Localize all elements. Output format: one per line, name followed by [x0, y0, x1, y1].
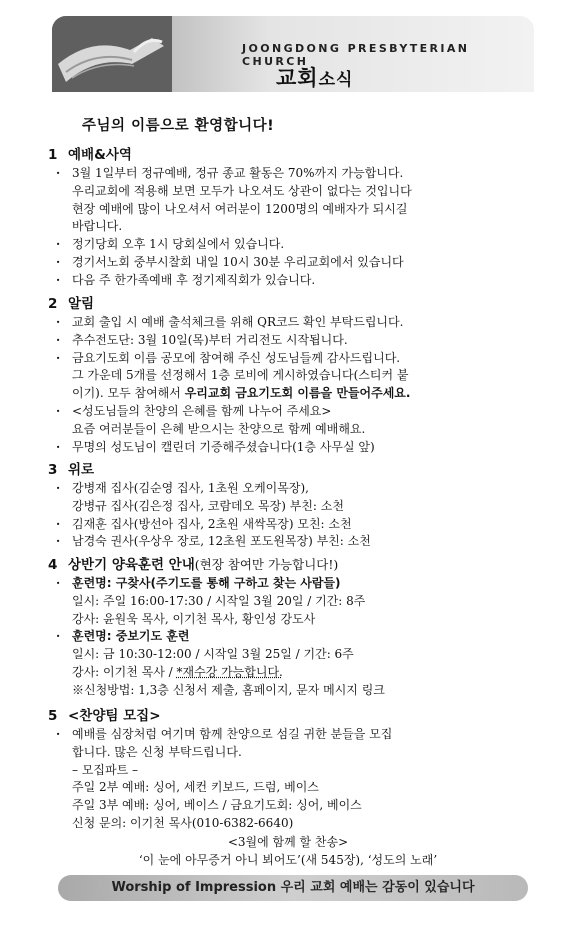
list-item: · 교회 출입 시 예배 출석체크를 위해 QR코드 확인 부탁드립니다.: [48, 314, 528, 332]
list-item: ※신청방법: 1,3층 신청서 제출, 홈페이지, 문자 메시지 링크: [72, 682, 385, 697]
church-name: JOONGDONG PRESBYTERIAN CHURCH: [242, 42, 470, 68]
bulletin-title: 교회소식: [276, 66, 354, 90]
list-item: 주일 2부 예배: 싱어, 세컨 키보드, 드럼, 베이스: [72, 780, 319, 795]
list-item: 현장 예배에 많이 나오셔서 여러분이 1200명의 예배자가 되시길: [72, 201, 408, 216]
list-item: · 강병재 집사(김순영 집사, 1초원 오케이목장),: [48, 480, 528, 498]
list-item: · 김재훈 집사(방선아 집사, 2초원 새싹목장) 모친: 소천: [48, 516, 528, 534]
list-item: 주일 3부 예배: 싱어, 베이스 / 금요기도회: 싱어, 베이스: [72, 798, 362, 813]
list-item: · 훈련명: 구찾사(주기도를 통해 구하고 찾는 사람들): [48, 575, 528, 593]
list-item: · 남경숙 권사(우상우 장로, 12초원 포도원목장) 부친: 소천: [48, 533, 528, 551]
hymn-list: ‘이 눈에 아무증거 아니 뵈어도’(새 545장), ‘성도의 노래’: [138, 852, 438, 867]
list-item: 바랍니다.: [72, 219, 123, 234]
list-item: · 정기당회 오후 1시 당회실에서 있습니다.: [48, 236, 528, 254]
section-heading: 3 위로: [48, 462, 95, 478]
list-item: · 다음 주 한가족예배 후 정기제직회가 있습니다.: [48, 272, 528, 290]
list-item: 강사: 윤원욱 목사, 이기천 목사, 황인성 강도사: [72, 611, 316, 626]
list-item: 강병규 집사(김은정 집사, 코람데오 목장) 부친: 소천: [72, 498, 344, 513]
list-item: 신청 문의: 이기천 목사(010-6382-6640): [72, 815, 294, 830]
section-worship: [48, 145, 528, 290]
section-heading: 2 알림: [48, 296, 95, 312]
open-bible-icon: [52, 16, 172, 92]
list-item: 이기). 모두 참여해서 우리교회 금요기도회 이름을 만들어주세요.: [72, 386, 411, 401]
list-item: · 금요기도회 이름 공모에 참여해 주신 성도님들께 감사드립니다.: [48, 350, 528, 368]
list-item: 그 가운데 5개를 선정해서 1층 로비에 게시하였습니다(스티커 붙: [72, 368, 409, 383]
list-item: · 예배를 심장처럼 여기며 함께 찬양으로 섬길 귀한 분들을 모집: [48, 726, 528, 744]
list-item: 일시: 주일 16:00-17:30 / 시작일 3월 20일 / 기간: 8주: [72, 593, 366, 608]
section-condolence: [48, 460, 528, 551]
hymn-title: <3월에 함께 할 찬송>: [227, 835, 349, 849]
list-item: 합니다. 많은 신청 부탁드립니다.: [72, 744, 242, 759]
section-praise-team: [48, 706, 528, 833]
list-item: · 경기서노회 중부시찰회 내일 10시 30분 우리교회에서 있습니다: [48, 254, 528, 272]
welcome-text: 주님의 이름으로 환영합니다!: [82, 118, 275, 134]
list-item: · 추수전도단: 3월 10일(목)부터 거리전도 시작됩니다.: [48, 332, 528, 350]
list-item: 강사: 이기천 목사 / *재수강 가능합니다.: [72, 664, 283, 679]
list-item: 일시: 금 10:30-12:00 / 시작일 3월 25일 / 기간: 6주: [72, 647, 354, 662]
list-item: · 3월 1일부터 정규예배, 정규 종교 활동은 70%까지 가능합니다.: [48, 165, 528, 183]
footer-slogan: Worship of Impression 우리 교회 예배는 감동이 있습니다: [58, 875, 528, 901]
list-item: · 훈련명: 중보기도 훈련: [48, 628, 528, 646]
section-heading: 5 <찬양팀 모집>: [48, 708, 161, 724]
hymn-box: [48, 834, 528, 870]
list-item: · <성도님들의 찬양의 은혜를 함께 나누어 주세요>: [48, 403, 528, 421]
section-heading: 4 상반기 양육훈련 안내(현장 참여만 가능합니다!): [48, 557, 339, 573]
list-item: · 무명의 성도님이 캘린더 기증해주셨습니다(1층 사무실 앞): [48, 439, 528, 457]
header-banner: [52, 16, 534, 92]
list-item: – 모집파트 –: [72, 762, 138, 777]
section-training: [48, 555, 528, 700]
section-notices: [48, 294, 528, 456]
list-item: 우리교회에 적용해 보면 모두가 나오셔도 상관이 없다는 것입니다: [72, 183, 412, 198]
list-item: 요즘 여러분들이 은혜 받으시는 찬양으로 함께 예배해요.: [72, 421, 366, 436]
section-heading: 1 예배&사역: [48, 147, 132, 163]
